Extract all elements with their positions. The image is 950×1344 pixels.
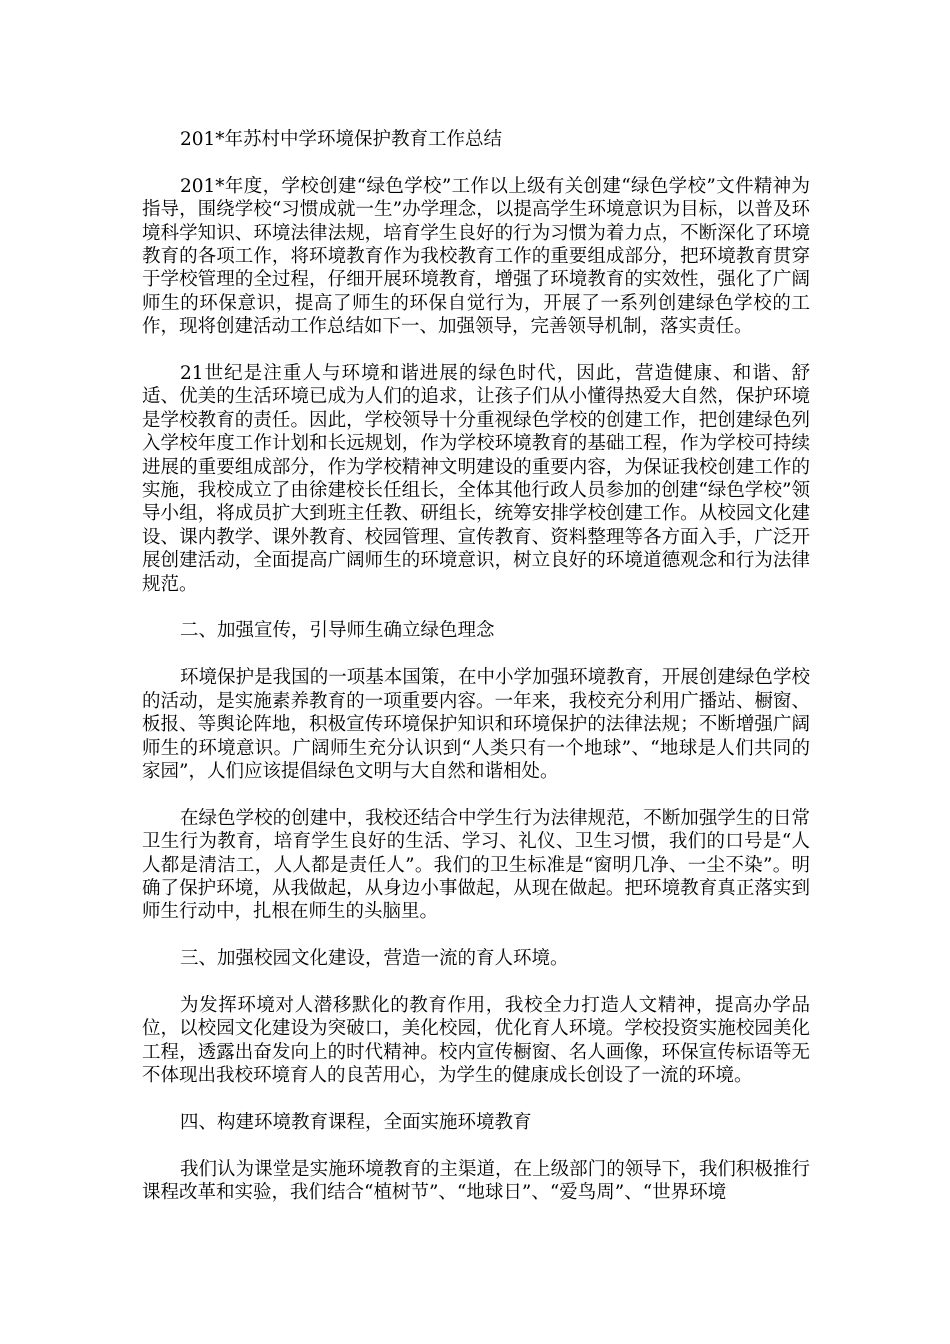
section-heading-4: 四、构建环境教育课程，全面实施环境教育 xyxy=(180,1111,532,1133)
paragraph-publicity: 环境保护是我国的一项基本国策，在中小学加强环境教育，开展创建绿色学校的活动，是实施素养教育的一项重要内容。一年来，我校充分利用广播站、橱窗、板报、等舆论阵地，积极宣传环境保护知识和环境保护的法律法规；不断增强广阔师生的环境意识。广阔师生充分认识到“人类只有一个地球”、“地球是人们共同的家园”，人们应该提倡绿色文明与大自然和谐相处。 xyxy=(142,667,810,782)
section-heading-2: 二、加强宣传，引导师生确立绿色理念 xyxy=(180,620,495,642)
document-title: 201*年苏村中学环境保护教育工作总结 xyxy=(180,129,503,150)
section-heading-3: 三、加强校园文化建设，营造一流的育人环境。 xyxy=(180,948,569,970)
paragraph-intro: 201*年度，学校创建“绿色学校”工作以上级有关创建“绿色学校”文件精神为指导，围绕学校“习惯成就一生”办学理念，以提高学生环境意识为目标，以普及环境科学知识、环境法律法规，培育学生良好的行为习惯为着力点，不断深化了环境教育的各项工作，将环境教育作为我校教育工作的重要组成部分，把环境教育贯穿于学校管理的全过程，仔细开展环境教育，增强了环境教育的实效性，强化了广阔师生的环保意识，提高了师生的环保自觉行为，开展了一系列创建绿色学校的工作，现将创建活动工作总结如下一、加强领导，完善领导机制，落实责任。 xyxy=(142,175,810,338)
paragraph-campus-culture: 为发挥环境对人潜移默化的教育作用，我校全力打造人文精神，提高办学品位，以校园文化建设为突破口，美化校园，优化育人环境。学校投资实施校园美化工程，透露出奋发向上的时代精神。校内宣传橱窗、名人画像，环保宣传标语等无不体现出我校环境育人的良苦用心，为学生的健康成长创设了一流的环境。 xyxy=(142,994,810,1087)
paragraph-leadership: 21世纪是注重人与环境和谐进展的绿色时代，因此，营造健康、和谐、舒适、优美的生活环境已成为人们的追求，让孩子们从小懂得热爱大自然，保护环境是学校教育的责任。因此，学校领导十分重视绿色学校的创建工作，把创建绿色列入学校年度工作计划和长远规划，作为学校环境教育的基础工程，作为学校可持续进展的重要组成部分，作为学校精神文明建设的重要内容，为保证我校创建工作的实施，我校成立了由徐建校长任组长，全体其他行政人员参加的创建“绿色学校”领导小组，将成员扩大到班主任教、研组长，统筹安排学校创建工作。从校园文化建设、课内教学、课外教育、校园管理、宣传教育、资料整理等各方面入手，广泛开展创建活动，全面提高广阔师生的环境意识，树立良好的环境道德观念和行为法律规范。 xyxy=(142,363,810,595)
document-body xyxy=(142,128,810,1228)
paragraph-curriculum: 我们认为课堂是实施环境教育的主渠道，在上级部门的领导下，我们积极推行课程改革和实验，我们结合“植树节”、“地球日”、“爱鸟周”、“世界环境 xyxy=(142,1158,810,1204)
paragraph-hygiene: 在绿色学校的创建中，我校还结合中学生行为法律规范，不断加强学生的日常卫生行为教育，培育学生良好的生活、学习、礼仪、卫生习惯，我们的口号是“人人都是清洁工，人人都是责任人”。我们的卫生标准是“窗明几净、一尘不染”。明确了保护环境，从我做起，从身边小事做起，从现在做起。把环境教育真正落实到师生行动中，扎根在师生的头脑里。 xyxy=(142,807,810,923)
